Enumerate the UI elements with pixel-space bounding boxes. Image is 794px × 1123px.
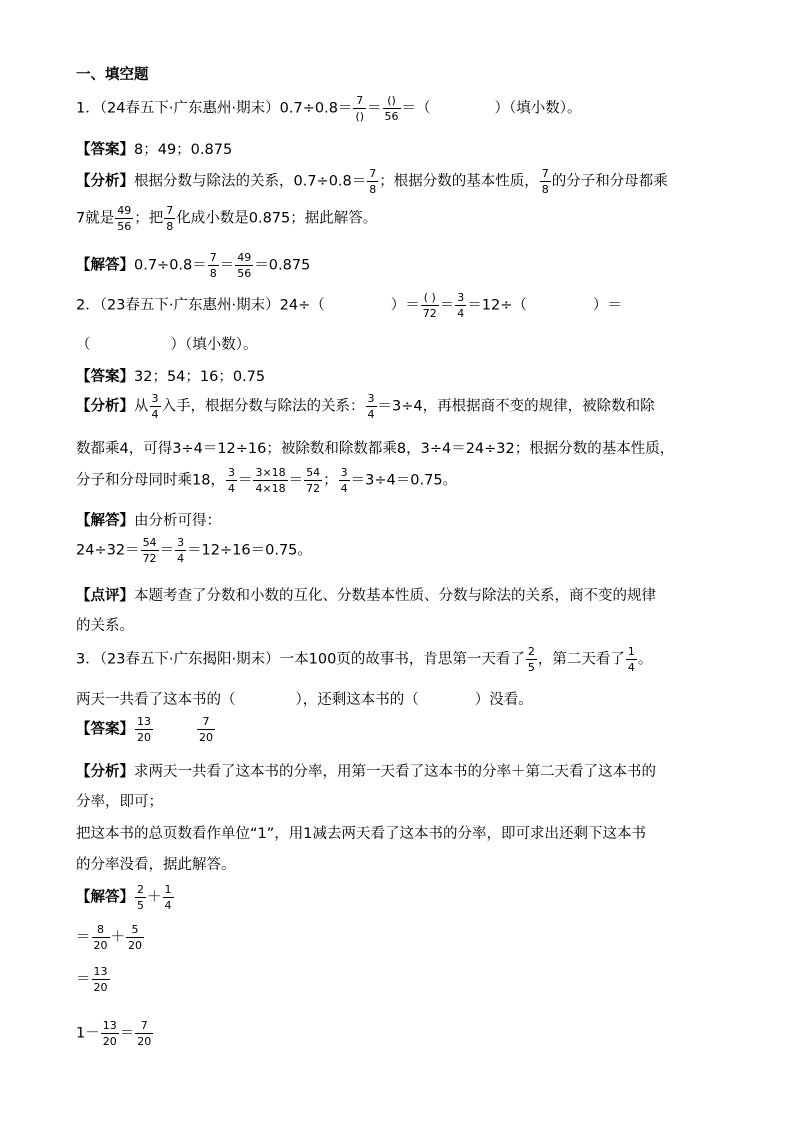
q1-blank: ＝（ <box>401 100 431 117</box>
q1-fraction-1: 7 () <box>355 94 365 123</box>
q2-analysis-line2: 数都乘4，可得3÷4＝12÷16；被除数和除数都乘8，3÷4＝24÷32；根据分数的基本性质， <box>76 441 675 457</box>
q1-source: （24春五下·广东惠州·期末） <box>99 100 280 117</box>
q3-analysis-line1: 【分析】求两天一共看了这本书的分率，用第一天看了这本书的分率＋第二天看了这本书的 <box>76 764 656 780</box>
q2-source: （23春五下·广东惠州·期末） <box>99 297 280 314</box>
q2-line1: 2．（23春五下·广东惠州·期末）24÷（ ）＝ ( ) 72 ＝ $\frac{3}{4}$ ＝12÷（ ）＝ <box>76 291 622 320</box>
q1-answer: 【答案】8；49；0.875 <box>76 142 233 158</box>
q3-answer: 【答案】 $\frac{13}{20}$ $\frac{7}{20}$ <box>76 715 213 744</box>
q2-solution-line1: 【解答】由分析可得： <box>76 513 221 529</box>
q3-solution-line1: 【解答】 $\frac{2}{5}$ ＋ $\frac{1}{4}$ <box>76 883 172 912</box>
q2-line2: （ ）（填小数）。 <box>76 337 258 353</box>
q1-expr: 0.7÷0.8＝ <box>279 100 353 117</box>
q3-solution-line3: ＝ $\frac{13}{20}$ <box>76 965 108 994</box>
q3-source: （23春五下·广东揭阳·期末） <box>99 651 280 668</box>
q3-analysis-line4: 的分率没看，据此解答。 <box>76 857 236 873</box>
q2-answer: 【答案】32；54；16；0.75 <box>76 369 266 385</box>
q2-analysis-line1: 【分析】从 $\frac{3}{4}$ 入手，根据分数与除法的关系： $\frac{3}{4}$ ＝3÷4，再根据商不变的规律，被除数和除 <box>76 392 655 421</box>
q2-comment-line1: 【点评】本题考查了分数和小数的互化、分数基本性质、分数与除法的关系，商不变的规律 <box>76 588 656 604</box>
q2-solution-line2: 24÷32＝ $\frac{54}{72}$ ＝ $\frac{3}{4}$ ＝12÷16＝0.75。 <box>76 536 312 565</box>
q1-analysis-line1: 【分析】根据分数与除法的关系，0.7÷0.8＝ $\frac{7}{8}$ ；根据分数的基本性质， $\frac{7}{8}$ 的分子和分母都乘 <box>76 167 668 196</box>
q3-analysis-line3: 把这本书的总页数看作单位“1”，用1减去两天看了这本书的分率，即可求出还剩下这本书 <box>76 826 646 842</box>
q1-solution: 【解答】0.7÷0.8＝ $\frac{7}{8}$ ＝ $\frac{49}{56}$ ＝0.875 <box>76 251 311 280</box>
q1-number: 1． <box>76 100 100 117</box>
q3-solution-line2: ＝ $\frac{8}{20}$ ＋ $\frac{5}{20}$ <box>76 923 142 952</box>
q1-analysis-line2: 7就是 $\frac{49}{56}$ ；把 $\frac{7}{8}$ 化成小数是0.875；据此解答。 <box>76 204 378 233</box>
q3-solution-line4: 1－ $\frac{13}{20}$ ＝ $\frac{7}{20}$ <box>76 1019 152 1048</box>
q3-analysis-line2: 分率，即可； <box>76 794 163 810</box>
section-title: 一、填空题 <box>76 67 149 83</box>
q3-line2: 两天一共看了这本书的（ ），还剩这本书的（ ）没看。 <box>76 692 533 708</box>
q2-analysis-line3: 分子和分母同时乘18， $\frac{3}{4}$ ＝ $\frac{3\times 18}{4\times 18}$ ＝ $\frac{54}{72}$ ； $\frac{3}{4}$ ＝3÷4＝0.75。 <box>76 466 458 495</box>
q3-number: 3． <box>76 651 100 668</box>
q3-line1: 3．（23春五下·广东揭阳·期末）一本100页的故事书，肯思第一天看了 $\frac{2}{5}$ ，第二天看了 $\frac{1}{4}$ 。 <box>76 645 653 674</box>
q1-line: 1．（24春五下·广东惠州·期末）0.7÷0.8＝ 7 () ＝ () 56 ＝（ ）（填小数）。 <box>76 94 582 123</box>
q2-number: 2． <box>76 297 100 314</box>
q2-comment-line2: 的关系。 <box>76 618 134 634</box>
q1-fraction-2: () 56 <box>384 94 399 123</box>
